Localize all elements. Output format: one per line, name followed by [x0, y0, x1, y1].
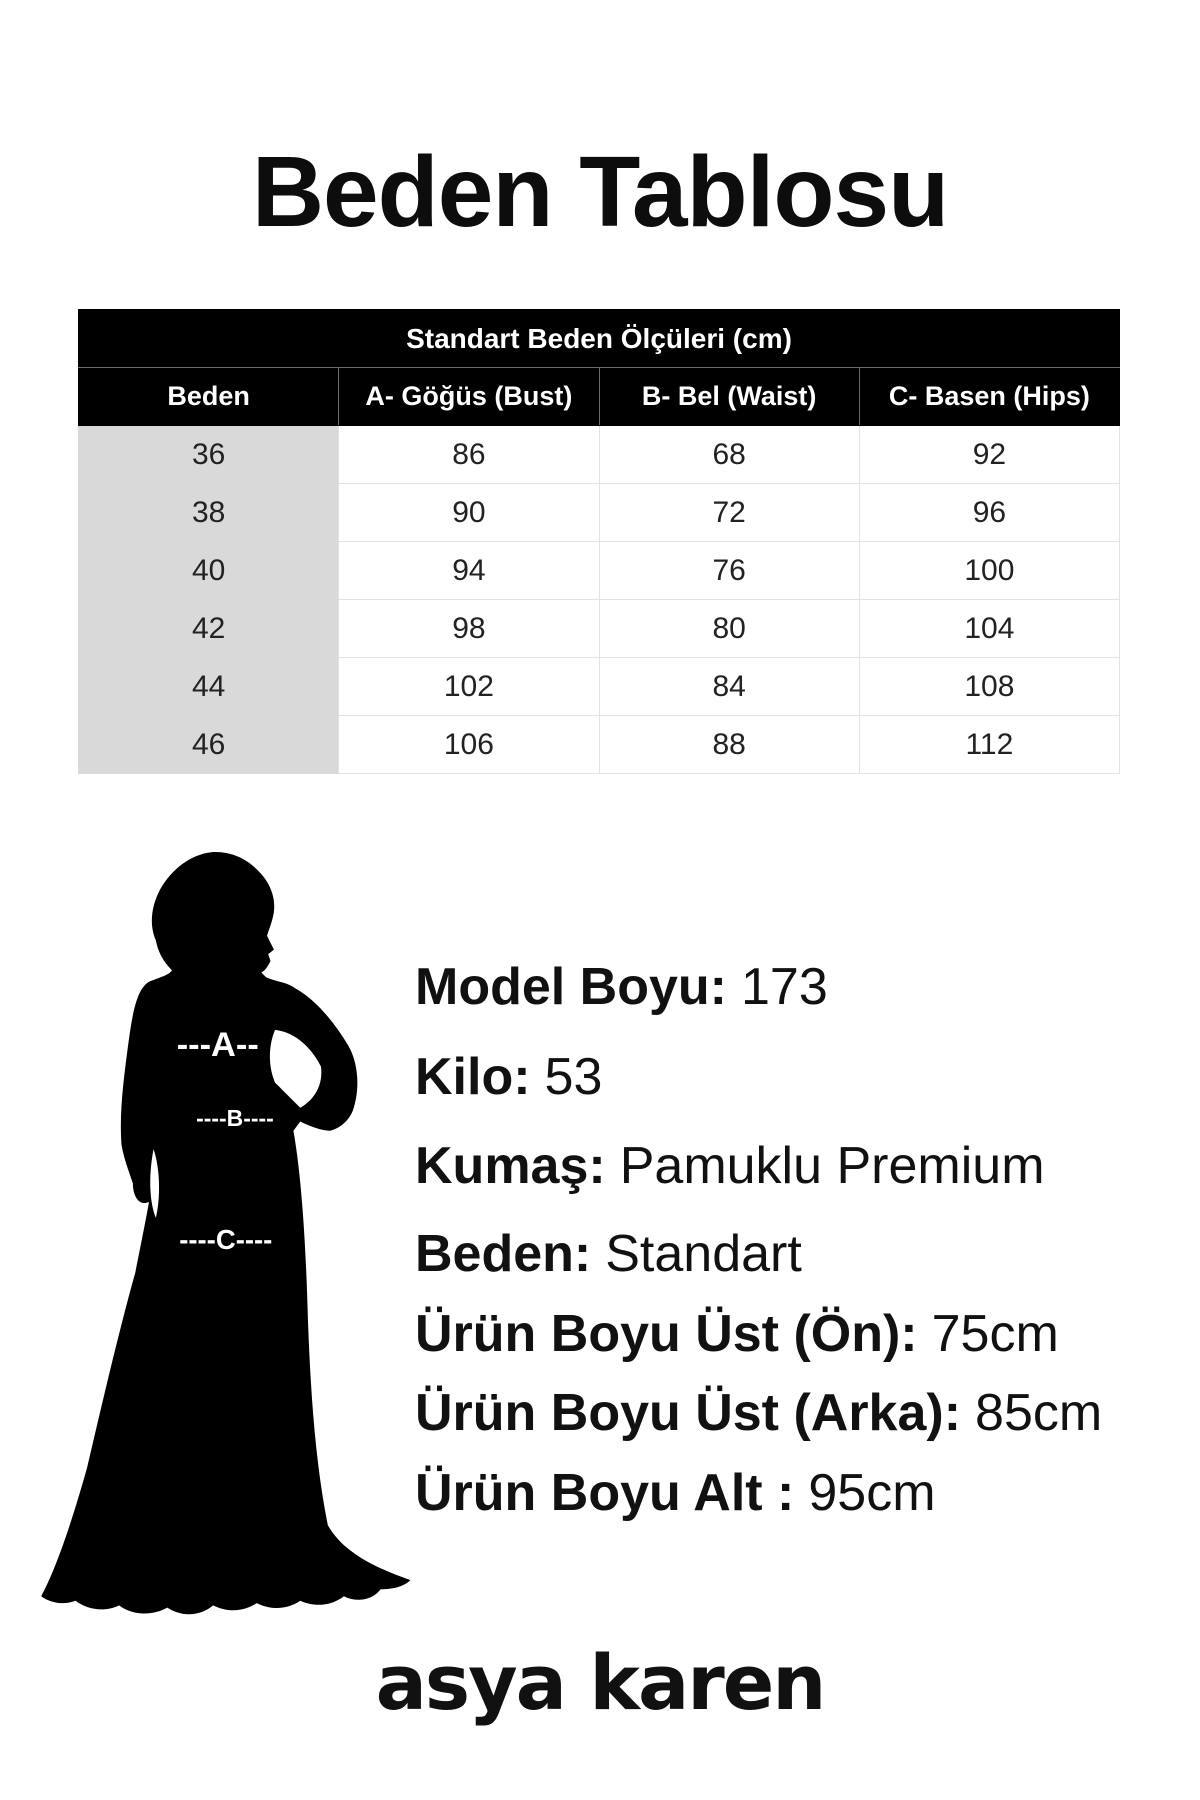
info-label: Kilo:: [415, 1048, 531, 1106]
size-cell: 40: [79, 542, 339, 600]
table-row: [79, 542, 1120, 600]
info-value: Pamuklu Premium: [619, 1137, 1045, 1195]
size-cell: 46: [79, 716, 339, 774]
bust-cell: 90: [339, 484, 599, 542]
hips-cell: 92: [859, 426, 1119, 484]
table-row: [79, 600, 1120, 658]
info-top-length-back: [415, 1383, 1102, 1443]
column-header-hips: C- Basen (Hips): [859, 368, 1119, 426]
hips-cell: 96: [859, 484, 1119, 542]
info-label: Model Boyu:: [415, 958, 727, 1016]
info-value: 53: [544, 1048, 603, 1106]
info-size: [415, 1224, 802, 1284]
bust-cell: 86: [339, 426, 599, 484]
hips-cell: 112: [859, 716, 1119, 774]
info-model-height: [415, 957, 828, 1017]
table-row: [79, 658, 1120, 716]
hips-cell: 104: [859, 600, 1119, 658]
silhouette-diagram: [40, 851, 415, 1626]
measure-label-b: ----B----: [196, 1105, 274, 1132]
bust-cell: 94: [339, 542, 599, 600]
info-fabric: [415, 1136, 1045, 1196]
table-header-row: [79, 368, 1120, 426]
page-title: Beden Tablosu: [251, 136, 949, 248]
size-cell: 36: [79, 426, 339, 484]
measure-label-a: ---A--: [176, 1026, 259, 1065]
bust-cell: 102: [339, 658, 599, 716]
table-caption-row: [79, 310, 1120, 368]
waist-cell: 84: [599, 658, 859, 716]
column-header-beden: Beden: [79, 368, 339, 426]
bust-cell: 106: [339, 716, 599, 774]
hips-cell: 100: [859, 542, 1119, 600]
column-header-bust: A- Göğüs (Bust): [339, 368, 599, 426]
brand-logo: asya karen: [375, 1638, 825, 1727]
waist-cell: 68: [599, 426, 859, 484]
table-row: [79, 426, 1120, 484]
info-bottom-length: [415, 1463, 936, 1523]
info-value: 75cm: [931, 1305, 1059, 1363]
table-row: [79, 484, 1120, 542]
size-cell: 38: [79, 484, 339, 542]
waist-cell: 88: [599, 716, 859, 774]
info-label: Ürün Boyu Üst (Ön):: [415, 1305, 918, 1363]
size-cell: 44: [79, 658, 339, 716]
info-value: Standart: [605, 1225, 802, 1283]
info-value: 95cm: [808, 1464, 936, 1522]
waist-cell: 76: [599, 542, 859, 600]
waist-cell: 72: [599, 484, 859, 542]
column-header-waist: B- Bel (Waist): [599, 368, 859, 426]
table-row: [79, 716, 1120, 774]
info-weight: [415, 1047, 602, 1107]
info-label: Beden:: [415, 1225, 592, 1283]
info-value: 85cm: [975, 1384, 1103, 1442]
info-value: 173: [740, 958, 828, 1016]
hips-cell: 108: [859, 658, 1119, 716]
info-top-length-front: [415, 1304, 1059, 1364]
bust-cell: 98: [339, 600, 599, 658]
measure-label-c: ----C----: [179, 1223, 273, 1255]
info-label: Kumaş:: [415, 1137, 606, 1195]
info-label: Ürün Boyu Alt :: [415, 1464, 795, 1522]
size-table: [78, 309, 1120, 774]
waist-cell: 80: [599, 600, 859, 658]
size-cell: 42: [79, 600, 339, 658]
info-label: Ürün Boyu Üst (Arka):: [415, 1384, 962, 1442]
size-table-caption: Standart Beden Ölçüleri (cm): [79, 310, 1120, 368]
